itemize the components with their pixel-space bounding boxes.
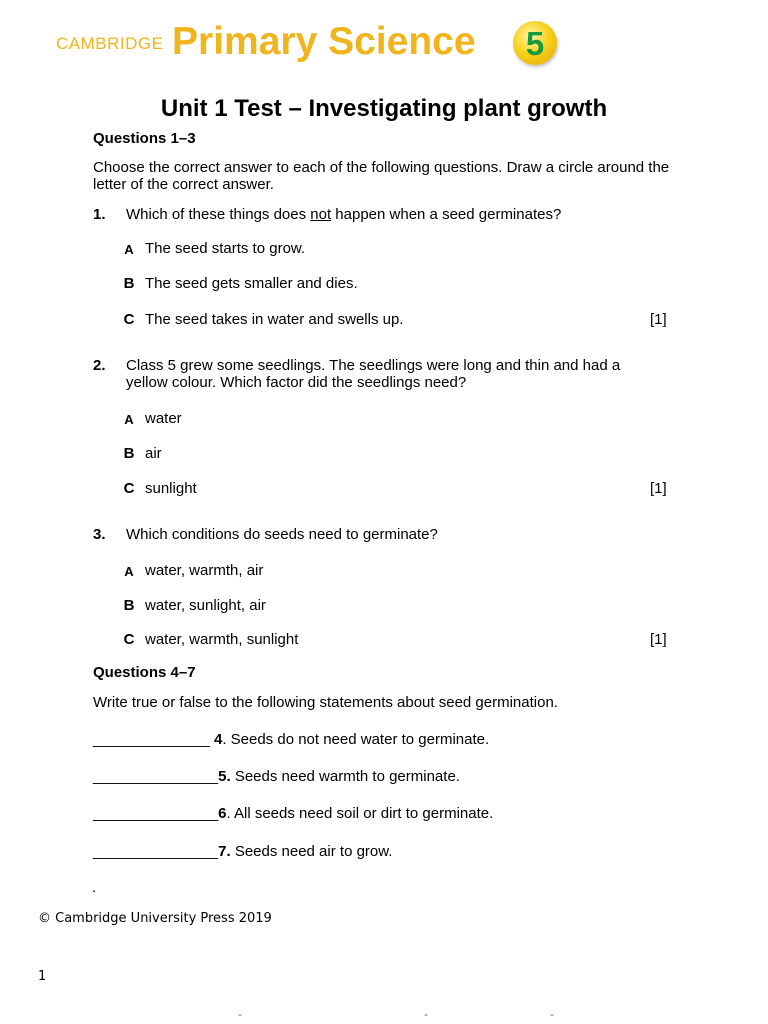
question-3-option-b-text: water, sunlight, air [145, 597, 266, 614]
question-1-option-a-letter: A [124, 242, 134, 257]
statement-7-text: Seeds need air to grow. [230, 843, 393, 860]
statement-4-text: . Seeds do not need water to germinate. [222, 731, 490, 748]
grade-badge-number: 5 [525, 24, 545, 62]
question-3-mark: [1] [650, 631, 667, 648]
question-2-option-b-text: air [145, 445, 162, 462]
statement-6-blank[interactable]: _______________ [93, 805, 219, 822]
question-1-text-end: happen when a seed germinates? [331, 206, 562, 223]
footer-dash-3: - [550, 1007, 554, 1021]
question-2-option-b-letter: B [123, 445, 135, 462]
copyright: © Cambridge University Press 2019 [38, 911, 272, 926]
section2-instructions: Write true or false to the following statements about seed germination. [93, 694, 558, 711]
question-3-option-b-letter: B [123, 597, 135, 614]
statement-5 [93, 768, 460, 785]
question-2-text: Class 5 grew some seedlings. The seedlings were long and thin and had a yellow colour. Which factor did the seedlings need? [126, 357, 621, 391]
question-2-option-a-text: water [145, 410, 182, 427]
statement-4-blank[interactable]: ______________ [93, 731, 214, 748]
question-3-option-a-text: water, warmth, air [145, 562, 264, 579]
brand-primary-science: Primary Science [172, 20, 476, 63]
question-1-option-c-text: The seed takes in water and swells up. [145, 311, 404, 328]
question-1-number: 1. [93, 206, 106, 223]
question-1-mark: [1] [650, 311, 667, 328]
statement-5-text: Seeds need warmth to germinate. [230, 768, 460, 785]
question-3-option-c-letter: C [123, 631, 135, 648]
question-1-option-c-letter: C [123, 311, 135, 328]
question-1-text [126, 206, 671, 223]
question-1-underlined: not [310, 206, 332, 223]
statement-7-blank[interactable]: _______________ [93, 843, 219, 860]
statement-6-number: 6 [218, 805, 227, 822]
question-2-option-c-text: sunlight [145, 480, 197, 497]
statement-7 [93, 843, 392, 860]
question-1-option-a-text: The seed starts to grow. [145, 240, 306, 257]
statement-5-number: 5. [218, 768, 231, 785]
question-2-mark: [1] [650, 480, 667, 497]
statement-4-number: 4 [213, 731, 223, 748]
statement-6-text: . All seeds need soil or dirt to germinate. [226, 805, 494, 822]
section2-heading: Questions 4–7 [93, 664, 196, 681]
statement-4 [93, 731, 489, 748]
footer-dash-2: - [424, 1007, 428, 1021]
page-title: Unit 1 Test – Investigating plant growth [160, 95, 608, 122]
statement-5-blank[interactable]: _______________ [93, 768, 219, 785]
question-3-number: 3. [93, 526, 106, 543]
question-1-option-b-letter: B [123, 275, 135, 292]
statement-7-number: 7. [218, 843, 231, 860]
question-3-option-a-letter: A [124, 564, 134, 579]
grade-badge [513, 21, 557, 65]
section1-heading: Questions 1–3 [93, 130, 196, 147]
question-2-number: 2. [93, 357, 106, 374]
statement-6 [93, 805, 493, 822]
question-2-option-c-letter: C [123, 480, 135, 497]
page-number: 1 [38, 969, 47, 984]
footer-dash-1: - [238, 1007, 242, 1021]
stray-dot: . [92, 879, 97, 896]
question-1-option-b-text: The seed gets smaller and dies. [145, 275, 358, 292]
question-2-option-a-letter: A [124, 412, 134, 427]
question-3-option-c-text: water, warmth, sunlight [145, 631, 299, 648]
question-3-text: Which conditions do seeds need to germinate? [126, 526, 438, 543]
section1-instructions: Choose the correct answer to each of the following questions. Draw a circle around the letter of the correct answer. [93, 159, 670, 193]
question-1-text-start: Which of these things does [126, 206, 311, 223]
brand-cambridge: CAMBRIDGE [56, 34, 164, 53]
